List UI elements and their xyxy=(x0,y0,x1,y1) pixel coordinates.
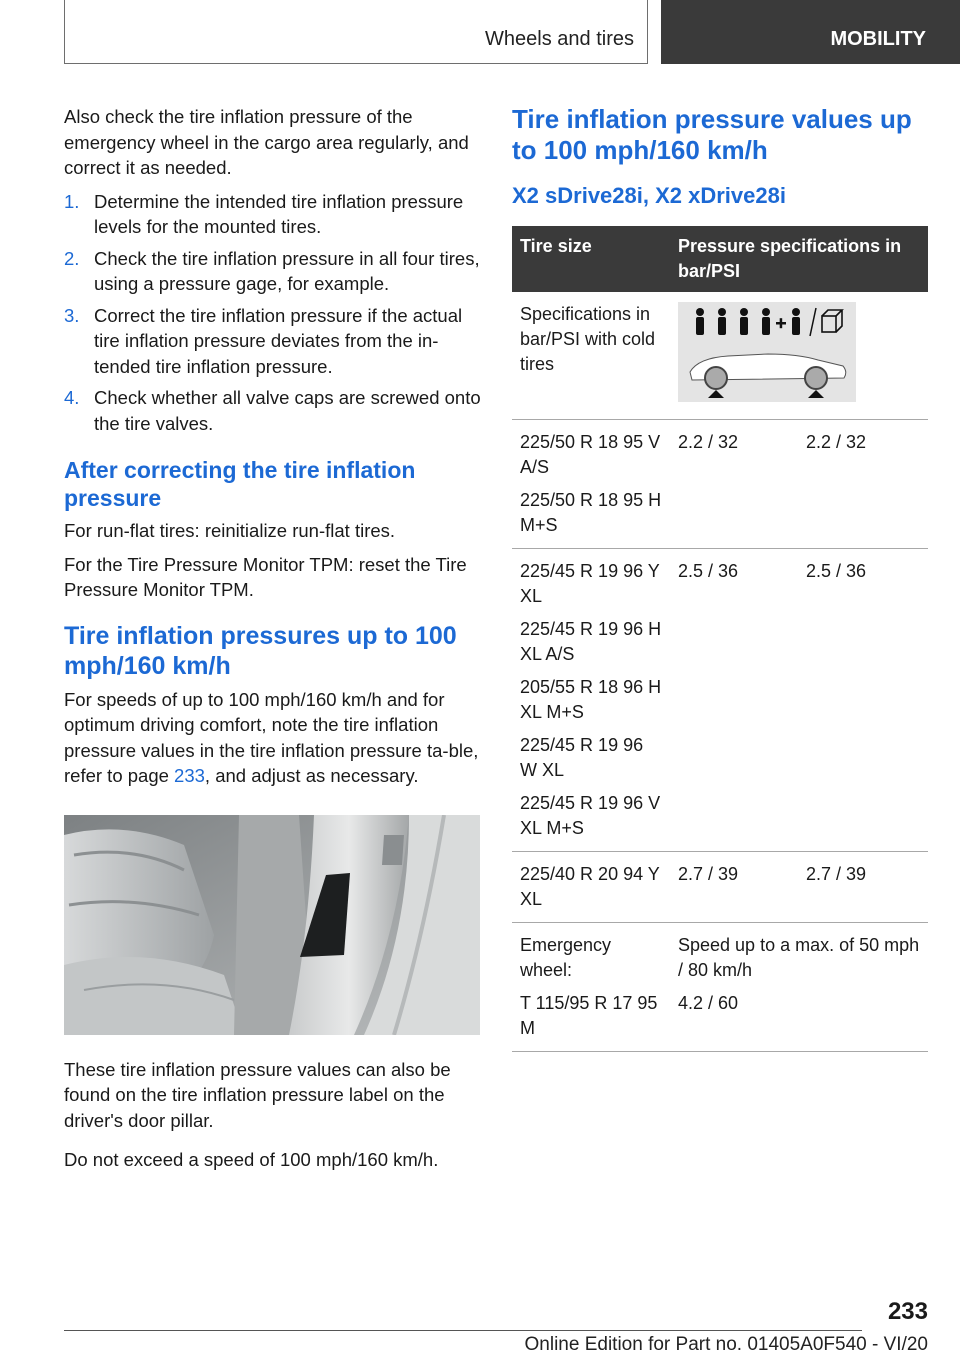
col-tire-size: Tire size xyxy=(512,226,670,292)
pressure-rear: 2.5 / 36 xyxy=(798,549,928,852)
tire-sizes xyxy=(512,852,670,923)
chapter-tab-label: MOBILITY xyxy=(830,27,926,50)
tire-size: 225/45 R 19 96 W XL xyxy=(520,735,644,780)
emergency-label: Emergency wheel: xyxy=(520,935,612,980)
table-row xyxy=(512,420,928,549)
after-correcting-heading: After correcting the tire inflation pressure xyxy=(64,457,416,511)
table-row xyxy=(512,292,928,420)
table-row xyxy=(512,852,928,923)
label-paragraph: These tire inflation pressure values can also be found on the tire inflation pressure label on the driver's door pillar. xyxy=(64,1058,451,1131)
steps-list xyxy=(64,189,482,437)
step-number: 2. xyxy=(64,247,80,269)
footer-edition: Online Edition for Part no. 01405A0F540 - VI/20 xyxy=(524,1334,928,1355)
step-item xyxy=(64,246,482,297)
step-item xyxy=(64,385,482,436)
pressure-values-heading: Tire inflation pressure values up to 100 mph/160 km/h xyxy=(512,104,912,165)
left-column xyxy=(64,104,482,1181)
pressure-front: 2.2 / 32 xyxy=(670,420,798,549)
door-pillar-photo xyxy=(64,815,480,1035)
emergency-spec-cell xyxy=(670,923,928,1052)
run-flat-paragraph: For run-flat tires: reinitialize run-flat tires. xyxy=(64,520,396,541)
pressure-rear: 2.7 / 39 xyxy=(798,852,928,923)
table-row xyxy=(512,923,928,1052)
tire-size: 205/55 R 18 96 H XL M+S xyxy=(520,677,662,722)
step-text: Determine the intended tire inflation pressure levels for the mounted tires. xyxy=(94,190,464,237)
tire-sizes xyxy=(512,549,670,852)
intro-paragraph: Also check the tire inflation pressure of the emergency wheel in the cargo area regularly, and correct it as needed. xyxy=(64,106,469,178)
pressure-front: 2.7 / 39 xyxy=(670,852,798,923)
table-header-row xyxy=(512,226,928,292)
up-text-end: , and adjust as necessary. xyxy=(204,765,419,786)
chapter-tab xyxy=(661,0,960,64)
step-number: 1. xyxy=(64,190,80,212)
emergency-speed: Speed up to a max. of 50 mph / 80 km/h xyxy=(678,935,920,980)
pressure-table xyxy=(512,226,928,1052)
step-text: Check the tire inflation pressure in all four tires, using a pressure gage, for example. xyxy=(94,247,480,294)
tpm-paragraph: For the Tire Pressure Monitor TPM: reset the Tire Pressure Monitor TPM. xyxy=(64,553,467,600)
model-heading: X2 sDrive28i, X2 xDrive28i xyxy=(512,183,786,208)
tire-sizes xyxy=(512,420,670,549)
page-link[interactable]: 233 xyxy=(174,765,205,786)
col-pressure: Pressure specifications in bar/PSI xyxy=(670,226,928,292)
pressure-front: 2.5 / 36 xyxy=(670,549,798,852)
emergency-pressure: 4.2 / 60 xyxy=(678,993,739,1013)
up-to-100-heading: Tire inflation pressures up to 100 mph/160 km/h xyxy=(64,621,457,680)
load-diagram-cell xyxy=(670,292,928,420)
step-text: Check whether all valve caps are screwed onto the tire valves. xyxy=(94,387,481,434)
emergency-wheel-cell xyxy=(512,923,670,1052)
page-number: 233 xyxy=(887,1298,928,1325)
step-number: 4. xyxy=(64,387,80,408)
right-column xyxy=(512,104,928,1052)
tire-size: 225/50 R 18 95 H M+S xyxy=(520,490,662,535)
emergency-size: T 115/95 R 17 95 M xyxy=(520,993,658,1038)
section-title: Wheels and tires xyxy=(485,28,634,50)
tire-size: 225/50 R 18 95 V A/S xyxy=(520,432,661,477)
table-row xyxy=(512,549,928,852)
tire-size: 225/45 R 19 96 V XL M+S xyxy=(520,793,661,838)
up-to-100-paragraph xyxy=(64,687,482,789)
step-item xyxy=(64,189,482,240)
step-number: 3. xyxy=(64,304,80,326)
tire-size: 225/45 R 19 96 H XL A/S xyxy=(520,619,662,664)
step-item xyxy=(64,303,482,380)
step-text: Correct the tire inflation pressure if the actual tire inflation pressure deviates from the in-tended tire inflation pressure. xyxy=(94,304,463,377)
footer-divider xyxy=(64,1330,862,1331)
tire-size: 225/45 R 19 96 Y XL xyxy=(520,561,660,606)
pressure-rear: 2.2 / 32 xyxy=(798,420,928,549)
up-text: For speeds of up to 100 mph/160 km/h and for optimum driving comfort, note the tire inflation pressure values in the tire inflation pressure ta-ble, refer to page xyxy=(64,688,479,786)
tire-size: 225/40 R 20 94 Y XL xyxy=(520,864,660,909)
load-diagram-icon xyxy=(678,302,856,402)
speed-limit-paragraph: Do not exceed a speed of 100 mph/160 km/h. xyxy=(64,1149,439,1170)
spec-label: Specifications in bar/PSI with cold tires xyxy=(512,292,670,420)
